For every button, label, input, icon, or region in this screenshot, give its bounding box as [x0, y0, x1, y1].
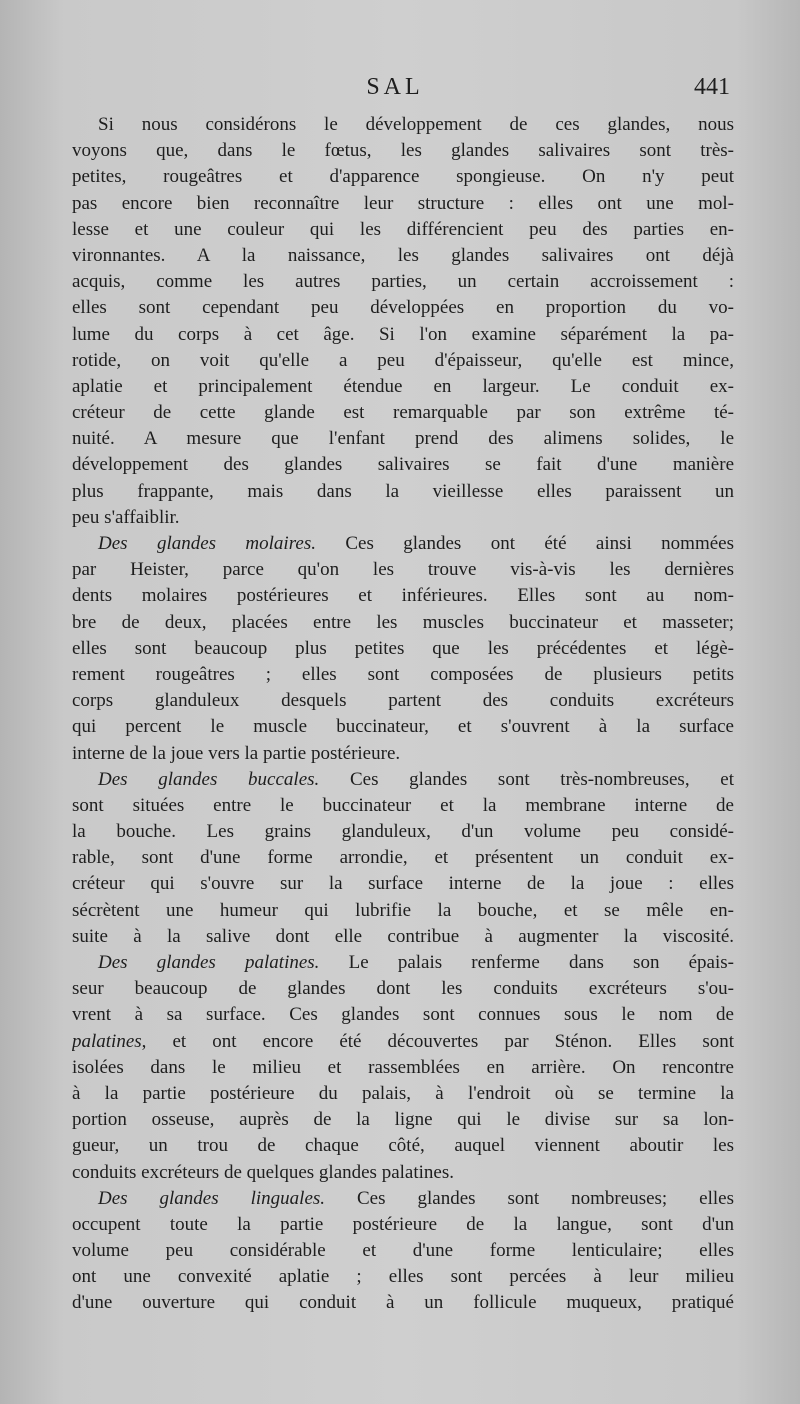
- line-text: Ces glandes sont nombreuses; elles: [325, 1187, 734, 1209]
- line-text: rotide, on voit qu'elle a peu d'épaisseur, qu'elle est mince,: [72, 349, 734, 371]
- line-text: vironnantes. A la naissance, les glandes salivaires ont déjà: [72, 244, 734, 266]
- line-text: volume peu considérable et d'une forme lenticulaire; elles: [72, 1240, 734, 1262]
- text-line: [72, 819, 734, 845]
- line-text: portion osseuse, auprès de la ligne qui le divise sur sa lon-: [72, 1109, 734, 1131]
- text-line: [72, 322, 734, 348]
- text-line: [72, 1055, 734, 1081]
- line-text: bre de deux, placées entre les muscles buccinateur et masseter;: [72, 611, 734, 633]
- line-text: Ces glandes ont été ainsi nommées: [315, 533, 734, 554]
- text-line: [72, 1238, 734, 1264]
- line-text: voyons que, dans le fœtus, les glandes salivaires sont très-: [72, 140, 734, 162]
- line-text: créteur qui s'ouvre sur la surface interne de la joue : elles: [72, 873, 734, 895]
- text-line: [72, 426, 734, 452]
- text-line: [72, 714, 734, 740]
- text-line: [72, 557, 734, 583]
- line-text: Le palais renferme dans son épais-: [319, 952, 734, 973]
- line-text: développement des glandes salivaires se fait d'une manière: [72, 454, 734, 476]
- line-text: lume du corps à cet âge. Si l'on examine séparément la pa-: [72, 323, 734, 345]
- text-line: [72, 348, 734, 374]
- text-line: [72, 243, 734, 269]
- line-text: nuité. A mesure que l'enfant prend des alimens solides, le: [72, 428, 734, 450]
- text-line: [72, 217, 734, 243]
- text-line: [72, 1002, 734, 1028]
- text-line: [72, 610, 734, 636]
- line-text: par Heister, parce qu'on les trouve vis-à-vis les dernières: [72, 559, 734, 581]
- text-line: [72, 479, 734, 505]
- line-text: acquis, comme les autres parties, un certain accroissement :: [72, 271, 734, 293]
- text-line: [72, 1029, 734, 1055]
- text-line: [72, 505, 734, 531]
- line-text: qui percent le muscle buccinateur, et s'ouvrent à la surface: [72, 716, 734, 738]
- line-text: plus frappante, mais dans la vieillesse elles paraissent un: [72, 480, 734, 502]
- line-text: isolées dans le milieu et rassemblées en arrière. On rencontre: [72, 1056, 734, 1078]
- section-heading: palatines: [72, 1030, 142, 1052]
- text-line: [72, 741, 734, 767]
- line-text: corps glanduleux desquels partent des conduits excréteurs: [72, 690, 734, 712]
- body-text: [72, 112, 734, 1317]
- line-text: ont une convexité aplatie ; elles sont percées à leur milieu: [72, 1266, 734, 1288]
- text-line: [72, 452, 734, 478]
- section-heading: Des glandes palatines.: [98, 952, 320, 973]
- text-line: [72, 1212, 734, 1238]
- text-line: [72, 1081, 734, 1107]
- line-text: lesse et une couleur qui les différencient peu des parties en-: [72, 218, 734, 240]
- text-line: [72, 662, 734, 688]
- line-text: rable, sont d'une forme arrondie, et présentent un conduit ex-: [72, 847, 734, 869]
- line-text: sécrètent une humeur qui lubrifie la bouche, et se mêle en-: [72, 899, 734, 921]
- line-text: elles sont cependant peu développées en proportion du vo-: [72, 297, 734, 319]
- text-line: [72, 688, 734, 714]
- line-text: vrent à sa surface. Ces glandes sont connues sous le nom de: [72, 1004, 734, 1026]
- text-line: [72, 767, 734, 793]
- text-line: [72, 164, 734, 190]
- line-text: Ces glandes sont très-nombreuses, et: [319, 768, 734, 790]
- text-line: [72, 976, 734, 1002]
- text-line: [72, 583, 734, 609]
- section-heading: Des glandes molaires.: [98, 533, 316, 554]
- line-text: peu s'affaiblir.: [72, 506, 180, 528]
- line-text: gueur, un trou de chaque côté, auquel viennent aboutir les: [72, 1135, 734, 1157]
- text-line: [72, 1160, 734, 1186]
- text-line: [72, 793, 734, 819]
- line-text: pas encore bien reconnaître leur structure : elles ont une mol-: [72, 192, 734, 214]
- text-line: [72, 138, 734, 164]
- text-line: [72, 924, 734, 950]
- line-text: seur beaucoup de glandes dont les conduits excréteurs s'ou-: [72, 978, 734, 1000]
- page-header: [0, 74, 800, 114]
- text-line: [72, 636, 734, 662]
- text-line: [72, 269, 734, 295]
- line-text: Si nous considérons le développement de ces glandes, nous: [98, 114, 734, 135]
- line-text: conduits excréteurs de quelques glandes palatines.: [72, 1161, 454, 1183]
- text-line: [72, 191, 734, 217]
- section-heading: Des glandes linguales.: [98, 1187, 326, 1209]
- text-line: [72, 871, 734, 897]
- text-line: [72, 1264, 734, 1290]
- text-line: [72, 1133, 734, 1159]
- line-text: rement rougeâtres ; elles sont composées de plusieurs petits: [72, 663, 734, 685]
- line-text: aplatie et principalement étendue en largeur. Le conduit ex-: [72, 375, 734, 397]
- line-text: la bouche. Les grains glanduleux, d'un volume peu considé-: [72, 821, 734, 843]
- line-text: sont situées entre le buccinateur et la membrane interne de: [72, 794, 734, 816]
- text-line: [72, 845, 734, 871]
- line-text: , et ont encore été découvertes par Sténon. Elles sont: [141, 1030, 734, 1052]
- text-line: [72, 898, 734, 924]
- running-head: SAL: [366, 74, 424, 100]
- line-text: dents molaires postérieures et inférieures. Elles sont au nom-: [72, 585, 734, 607]
- line-text: suite à la salive dont elle contribue à augmenter la viscosité.: [72, 925, 734, 947]
- text-line: [72, 1107, 734, 1133]
- section-heading: Des glandes buccales.: [98, 768, 320, 790]
- line-text: elles sont beaucoup plus petites que les précédentes et légè-: [72, 637, 734, 659]
- line-text: créteur de cette glande est remarquable par son extrême té-: [72, 402, 734, 424]
- text-line: [72, 1186, 734, 1212]
- page-number: 441: [694, 74, 730, 100]
- text-line: [72, 374, 734, 400]
- text-line: [72, 1290, 734, 1316]
- line-text: interne de la joue vers la partie postérieure.: [72, 742, 401, 764]
- text-line: [72, 295, 734, 321]
- text-line: [72, 950, 734, 976]
- text-line: [72, 112, 734, 138]
- text-line: [72, 531, 734, 557]
- line-text: d'une ouverture qui conduit à un follicule muqueux, pratiqué: [72, 1292, 734, 1314]
- line-text: à la partie postérieure du palais, à l'endroit où se termine la: [72, 1082, 734, 1104]
- text-line: [72, 400, 734, 426]
- line-text: petites, rougeâtres et d'apparence spongieuse. On n'y peut: [72, 166, 734, 188]
- line-text: occupent toute la partie postérieure de la langue, sont d'un: [72, 1213, 734, 1235]
